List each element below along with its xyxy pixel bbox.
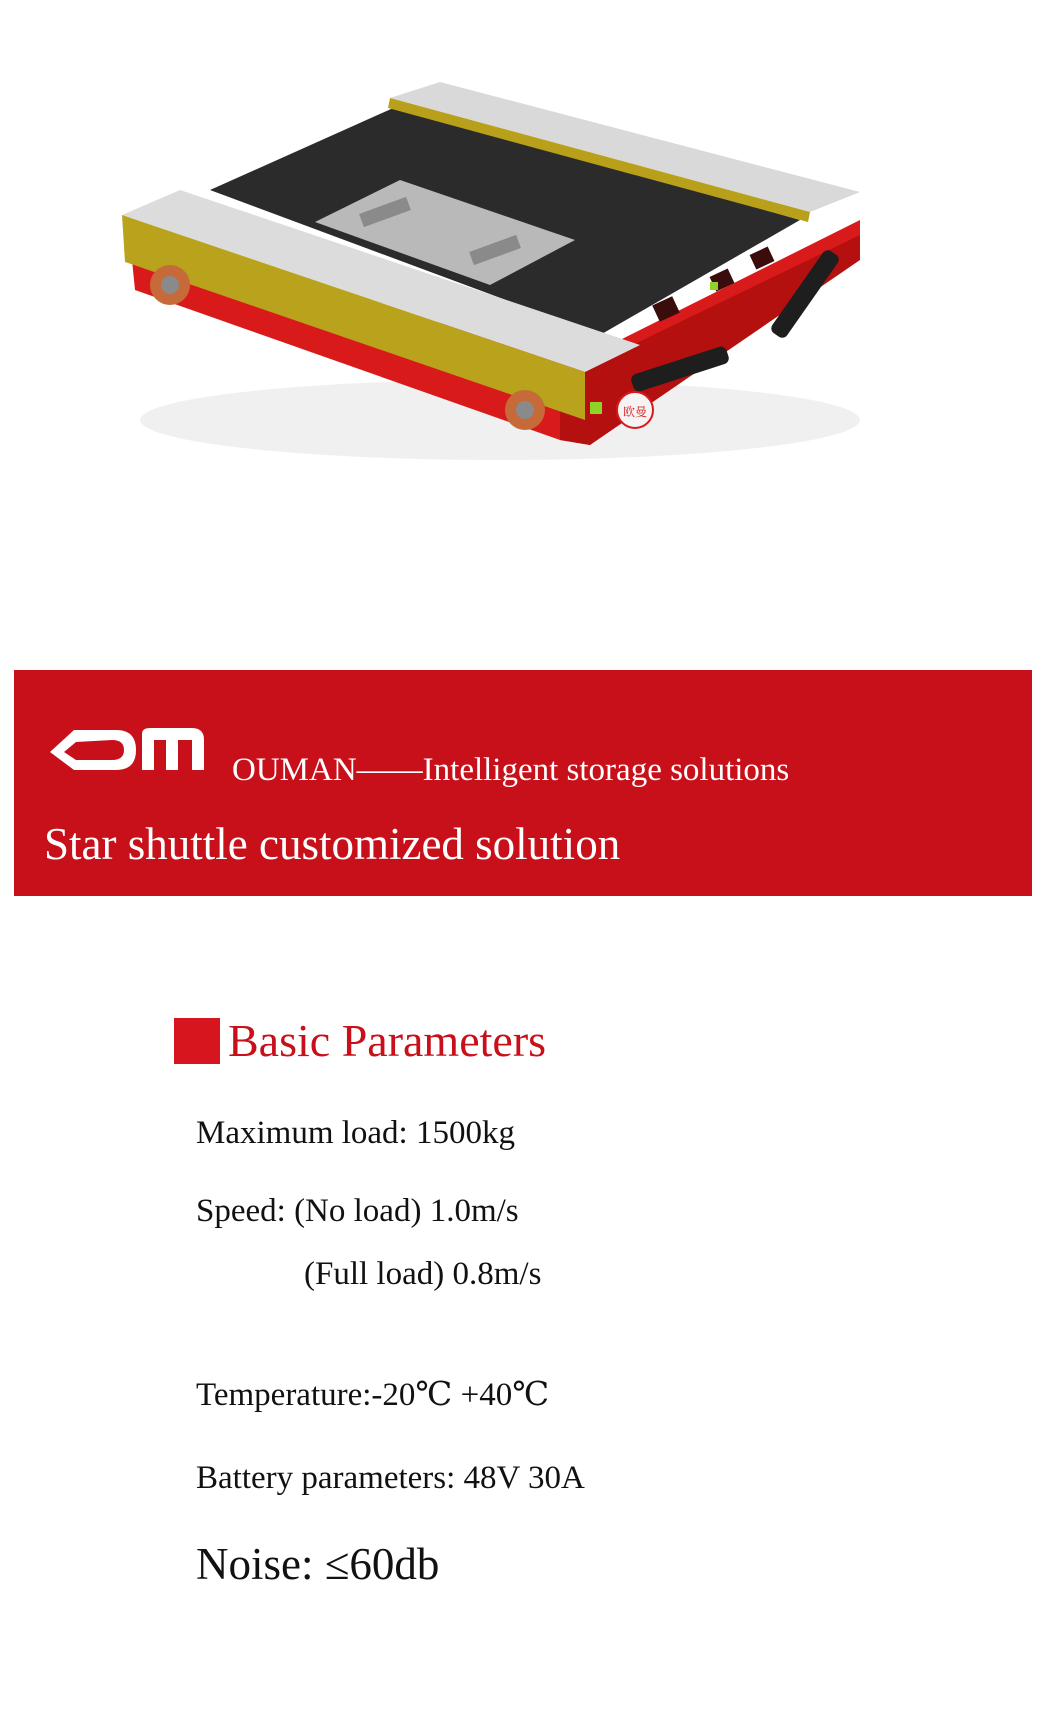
heading-marker-icon <box>174 1018 220 1064</box>
product-image <box>0 0 1045 660</box>
ouman-logo-icon <box>46 720 206 780</box>
section-title: Basic Parameters <box>228 1015 547 1066</box>
banner-tagline: OUMAN——Intelligent storage solutions <box>232 752 790 788</box>
brand-banner <box>14 670 1032 896</box>
param-max-load: Maximum load: 1500kg <box>196 1115 515 1151</box>
banner-headline: Star shuttle customized solution <box>44 819 621 869</box>
stamp-logo: 欧曼 <box>622 405 648 419</box>
param-battery: Battery parameters: 48V 30A <box>196 1460 585 1496</box>
param-temperature: Temperature:-20℃ +40℃ <box>196 1377 550 1413</box>
param-noise: Noise: ≤60db <box>196 1539 440 1589</box>
param-speed-no-load: Speed: (No load) 1.0m/s <box>196 1193 519 1229</box>
shuttle-cart-illustration <box>0 0 1045 660</box>
param-speed-full-load: (Full load) 0.8m/s <box>304 1256 542 1292</box>
